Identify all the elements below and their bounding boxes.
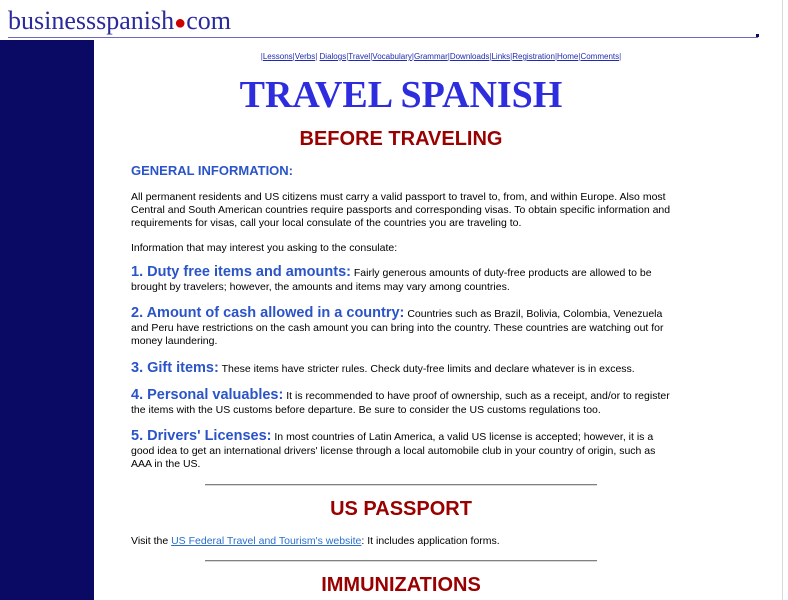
nav-link-grammar[interactable]: Grammar: [413, 52, 448, 61]
list-item: [131, 430, 671, 472]
header-mark: [756, 34, 759, 37]
list-item: [131, 389, 671, 417]
main-content: [131, 72, 671, 597]
consulate-intro: Information that may interest you asking to the consulate:: [131, 242, 398, 254]
section-title-before-traveling: BEFORE TRAVELING: [299, 128, 503, 150]
us-travel-tourism-link[interactable]: US Federal Travel and Tourism's website: [171, 534, 362, 547]
item-title: 3. Gift items:: [131, 359, 219, 376]
top-nav: |Lessons|Verbs| Dialogs|Travel|Vocabulary|Grammar|Downloads|Links|Registration|Home|Comments|: [260, 52, 622, 61]
nav-link-travel[interactable]: Travel: [348, 52, 371, 61]
nav-link-downloads[interactable]: Downloads: [449, 52, 490, 61]
site-logo[interactable]: [8, 6, 231, 38]
passport-prefix: Visit the: [131, 534, 169, 547]
nav-link-home[interactable]: Home: [557, 52, 579, 61]
item-text: In most countries of Latin America, a valid US license is accepted; however, it is a good idea to get an international drivers' license through a local automobile club in your country of origin, such as AAA in the US.: [131, 431, 656, 470]
logo-dot-icon: ●: [174, 12, 187, 34]
item-text: Fairly generous amounts of duty-free products are allowed to be brought by travelers; however, the amounts and items may vary among countries.: [131, 267, 652, 293]
page-title: TRAVEL SPANISH: [239, 74, 563, 116]
section-title-us-passport: US PASSPORT: [330, 497, 472, 520]
section-title-immunizations: IMMUNIZATIONS: [321, 573, 481, 596]
item-title: 2. Amount of cash allowed in a country:: [131, 305, 405, 321]
passport-suffix: : It includes application forms.: [361, 534, 500, 547]
nav-link-dialogs[interactable]: Dialogs: [319, 52, 347, 61]
list-item: [131, 359, 671, 377]
nav-link-vocabulary[interactable]: Vocabulary: [372, 52, 412, 61]
header-divider: [8, 37, 758, 38]
nav-link-verbs[interactable]: Verbs: [294, 52, 316, 61]
logo-text-spanish: spanish: [96, 6, 175, 35]
item-title: 4. Personal valuables:: [131, 387, 284, 403]
item-text: These items have stricter rules. Check duty-free limits and declare whatever is in excess.: [221, 362, 635, 375]
general-info-paragraph: All permanent residents and US citizens must carry a valid passport to travel to, from, and within Europe. Also most Central and South American countries require passports and corresponding visas. To obtain specific information and requirements for visas, call your local consulate of the countries you are traveling to.: [131, 191, 671, 229]
item-text: Countries such as Brazil, Bolivia, Colombia, Venezuela and Peru have restrictions on the cash amount you can bring into the country. These countries are watching out for money laundering.: [131, 308, 664, 347]
right-edge: [782, 0, 783, 600]
nav-link-registration[interactable]: Registration: [512, 52, 555, 61]
nav-link-links[interactable]: Links: [491, 52, 511, 61]
left-sidebar: [0, 0, 97, 600]
logo-text-com: com: [186, 6, 231, 35]
nav-link-comments[interactable]: Comments: [580, 52, 620, 61]
nav-link-lessons[interactable]: Lessons: [262, 52, 293, 61]
item-title: 5. Drivers' Licenses:: [131, 428, 272, 444]
general-info-heading: GENERAL INFORMATION:: [131, 163, 294, 178]
item-title: 1. Duty free items and amounts:: [131, 264, 351, 280]
list-item: [131, 307, 671, 349]
item-text: It is recommended to have proof of ownership, such as a receipt, and/or to register the items with the US customs before departure. Be sure to consider the US customs regulations too.: [131, 390, 670, 416]
passport-paragraph: [131, 535, 671, 548]
list-item: [131, 266, 671, 294]
logo-text-business: business: [8, 6, 97, 35]
